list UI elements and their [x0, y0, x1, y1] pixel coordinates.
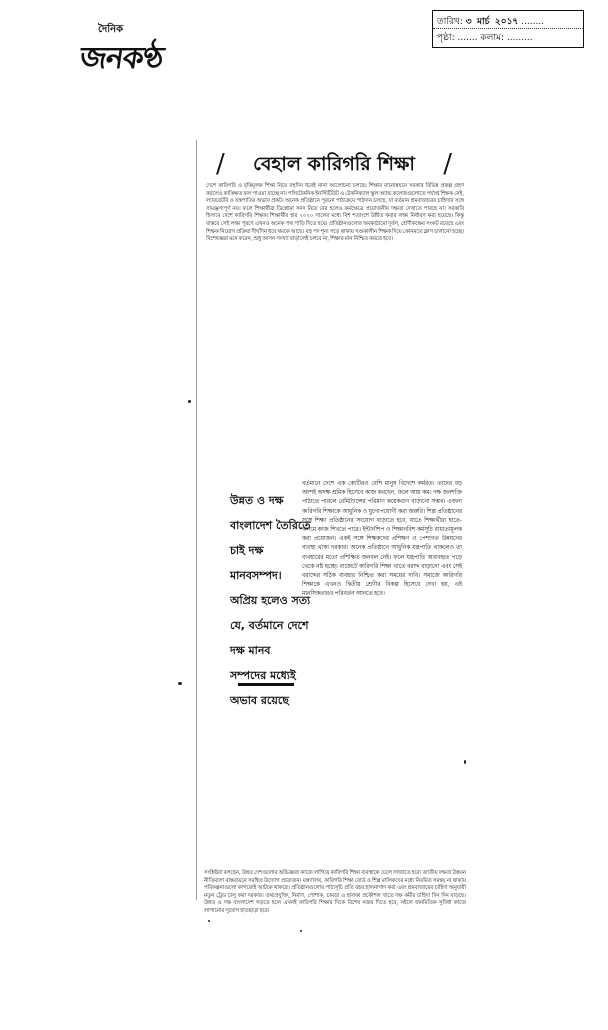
stamp-page-row: পৃষ্ঠা: ....... কলাম: ......... [437, 33, 533, 43]
pull-quote-line: উন্নত ও দক্ষ [230, 494, 284, 507]
stamp-date-label: তারিখ [437, 17, 460, 27]
pull-quote-line: বাংলাদেশ তৈরিতে [230, 519, 311, 532]
pull-quote-line: মানবসম্পদ। [230, 569, 282, 582]
pull-quote-rule [238, 683, 294, 686]
article-paragraph-2: বর্তমানে দেশে এক কোটিরও বেশি মানুষ বিদেশে কর্মরত। তাদের বড় অংশই অদক্ষ শ্রমিক হিসেবে কাজ করছেন, ফলে আয় কম। দক্ষ জনশক্তি পাঠাতে পারলে রেমিট্যান্সের পরিমাণ কয়েকগুণ বাড়ানো সম্ভব। এজন্য কারিগরি শিক্ষাকে আধুনিক ও যুগোপযোগী করা জরুরি। শিল্প প্রতিষ্ঠানের সঙ্গে শিক্ষা প্রতিষ্ঠানের সংযোগ বাড়াতে হবে, যাতে শিক্ষার্থীরা হাতে-কলমে কাজ শিখতে পারে। ইন্টার্নশিপ ও শিক্ষানবিশ কর্মসূচি বাধ্যতামূলক করা প্রয়োজন। একই সঙ্গে শিক্ষকদের প্রশিক্ষণ ও পেশাগত উন্নয়নের ব্যবস্থা থাকা দরকার। অনেক প্রতিষ্ঠানে আধুনিক যন্ত্রপাতি থাকলেও তা ব্যবহারের মতো প্রশিক্ষিত জনবল নেই। ফলে যন্ত্রপাতি অব্যবহৃত পড়ে থেকে নষ্ট হচ্ছে। বাজেটে কারিগরি শিক্ষা খাতে বরাদ্দ বাড়ানো এবং সেই বরাদ্দের সঠিক ব্যবহার নিশ্চিত করা সময়ের দাবি। সমাজে কারিগরি শিক্ষাকে এখনও দ্বিতীয় শ্রেণীর বিকল্প হিসেবে দেখা হয়, এই মানসিকতারও পরিবর্তন আনতে হবে। [302, 481, 462, 598]
pull-quote-line: চাই দক্ষ [230, 544, 264, 557]
stamp-page-label: পৃষ্ঠা [437, 33, 452, 43]
pull-quote-line: অভাব রয়েছে [230, 694, 289, 707]
masthead-prefix: দৈনিক [98, 24, 124, 35]
headline-slash-right-icon: / [443, 149, 452, 179]
masthead [77, 22, 220, 76]
scan-speck [188, 400, 191, 403]
newspaper-logo: জনকণ্ঠ [77, 41, 166, 76]
stamp-divider [433, 28, 583, 29]
scan-speck [178, 682, 182, 685]
article-headline-box [216, 147, 452, 181]
pull-quote-line: সম্পদের মধ্যেই [230, 669, 296, 682]
headline-slash-left-icon: / [216, 149, 225, 179]
clipping-stamp [432, 10, 584, 48]
scan-speck [208, 920, 210, 922]
pull-quote-line: যে, বর্তমানে দেশে [230, 619, 309, 632]
stamp-date-row: তারিখ: ৩ মার্চ ২০১৭ ........ [437, 17, 545, 27]
stamp-date-value: ৩ মার্চ ২০১৭ [465, 17, 519, 27]
pull-quote-line: দক্ষ মানব [230, 644, 271, 657]
scan-speck [464, 760, 466, 764]
article-paragraph-3: সংশ্লিষ্টরা বলছেন, উন্নত দেশগুলোর অভিজ্ঞতা কাজে লাগিয়ে কারিগরি শিক্ষা ব্যবস্থাকে ঢেলে সাজাতে হবে। জাতীয় দক্ষতা উন্নয়ন নীতিমালা বাস্তবায়নে সমন্বিত উদ্যোগ প্রয়োজন। মন্ত্রণালয়, কারিগরি শিক্ষা বোর্ড ও শিল্প মালিকদের মধ্যে নিয়মিত সমন্বয় না থাকায় পরিকল্পনাগুলো কাগজেই আটকে থাকছে। প্রতিষ্ঠানগুলোর পাঠ্যসূচি প্রতি বছর হালনাগাদ করা এবং শ্রমবাজারের চাহিদা অনুযায়ী নতুন ট্রেড চালু করা দরকার। তথ্যপ্রযুক্তি, নির্মাণ, পোশাক, চামড়া ও হালকা প্রকৌশল খাতে দক্ষ কর্মীর চাহিদা দিন দিন বাড়ছে। উন্নত ও দক্ষ বাংলাদেশ গড়তে হলে এখনই কারিগরি শিক্ষার দিকে বিশেষ নজর দিতে হবে, নইলে জনমিতিক সুবিধা কাজে লাগানোর সুযোগ হাতছাড়া হবে। [204, 870, 466, 914]
pull-quote-line: অপ্রিয় হলেও সত্য [230, 594, 311, 607]
scan-speck [300, 930, 302, 932]
article-headline: বেহাল কারিগরি শিক্ষা [253, 153, 415, 175]
article-paragraph-1: দেশে কারিগরি ও বৃত্তিমূলক শিক্ষা নিয়ে বহুদিন ধরেই নানা আলোচনা চলছে। শিক্ষার মানোন্নয়নে সরকার বিভিন্ন প্রকল্প গ্রহণ করলেও কাঙ্ক্ষিত ফল পাওয়া যাচ্ছে না। পলিটেকনিক ইনস্টিটিউট ও টেকনিক্যাল স্কুল অ্যান্ড কলেজগুলোতে পর্যাপ্ত শিক্ষক নেই, ল্যাবরেটরি ও যন্ত্রপাতির অভাব প্রকট। অনেক প্রতিষ্ঠানে পুরনো পাঠ্যক্রমে পাঠদান চলছে, যা বর্তমান শ্রমবাজারের চাহিদার সঙ্গে সামঞ্জস্যপূর্ণ নয়। ফলে শিক্ষার্থীরা ডিপ্লোমা সনদ নিয়ে বের হলেও কর্মক্ষেত্রে প্রয়োজনীয় দক্ষতা দেখাতে পারছে না। সরকারি হিসাবে দেশে কারিগরি শিক্ষায় শিক্ষার্থীর হার ২০২০ সালের মধ্যে বিশ শতাংশে উন্নীত করার লক্ষ্য নির্ধারণ করা হয়েছে। কিন্তু বাস্তবে সেই লক্ষ্য পূরণে এখনও অনেক পথ পাড়ি দিতে হবে। প্রতিষ্ঠানগুলোর অবকাঠামো দুর্বল, শ্রেণীকক্ষের সংকট রয়েছে এবং শিক্ষক নিয়োগ প্রক্রিয়া দীর্ঘদিন ধরে থমকে আছে। বহু পদ শূন্য পড়ে থাকায় খণ্ডকালীন শিক্ষক দিয়ে কোনমতে ক্লাস চালানো হচ্ছে। বিশেষজ্ঞরা মনে করেন, শুধু আসন সংখ্যা বাড়ালেই চলবে না, শিক্ষার মান নিশ্চিত করতে হবে। [206, 183, 464, 243]
stamp-column-label: কলাম [480, 33, 501, 43]
column-divider [196, 140, 197, 900]
pull-quote [230, 488, 330, 713]
